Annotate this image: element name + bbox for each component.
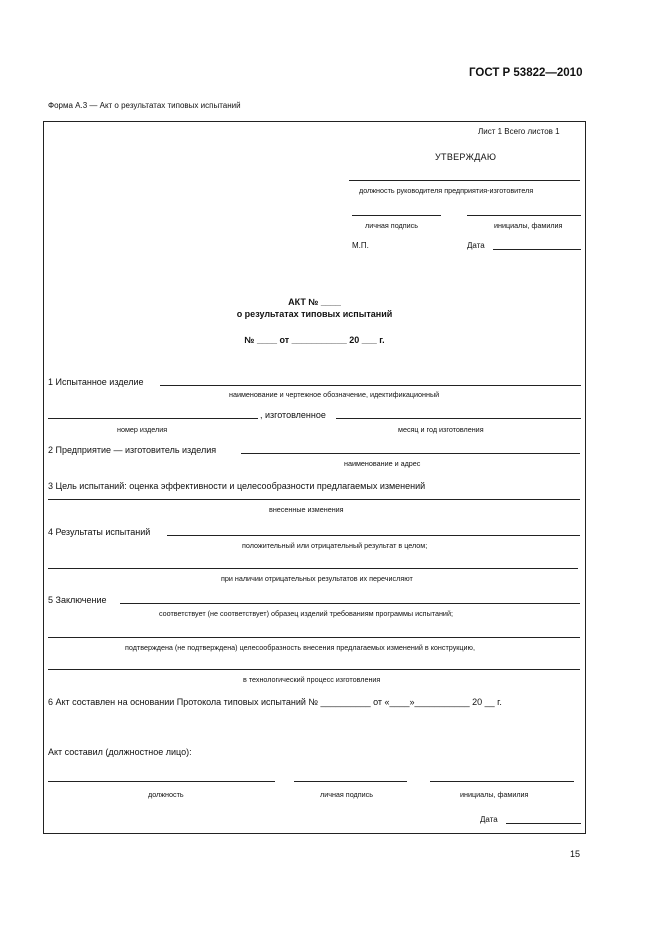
compiler-position-caption: должность (148, 790, 184, 799)
sheet-info: Лист 1 Всего листов 1 (478, 127, 560, 136)
item3-line (48, 499, 580, 500)
page-number: 15 (570, 849, 581, 859)
compiler-position-line (48, 781, 275, 782)
item5-caption: соответствует (не соответствует) образец изделий требованиям программы испытаний; (159, 609, 453, 618)
item2-line (241, 453, 580, 454)
item5-line2 (48, 637, 580, 638)
item4-line2 (48, 568, 578, 569)
item4-line (167, 535, 580, 536)
position-line (349, 180, 580, 181)
item5-caption3: в технологический процесс изготовления (243, 675, 381, 684)
initials-caption: инициалы, фамилия (494, 221, 563, 230)
approve-label: УТВЕРЖДАЮ (435, 152, 497, 162)
signature-line (352, 215, 441, 216)
act-number-date: № ____ от ___________ 20 ___ г. (244, 335, 385, 345)
approval-date-line (493, 249, 581, 250)
item1-date-line (336, 418, 581, 419)
form-caption: Форма А.3 — Акт о результатах типовых испытаний (48, 101, 241, 110)
act-title: о результатах типовых испытаний (236, 309, 393, 319)
item5-label: 5 Заключение (48, 595, 107, 605)
compiler-signature-line (294, 781, 407, 782)
signature-caption: личная подпись (365, 221, 418, 230)
item5-caption2: подтверждена (не подтверждена) целесообразность внесения предлагаемых изменений в конструкцию, (125, 643, 475, 652)
approval-date-label: Дата (467, 241, 485, 250)
compiler-initials-line (430, 781, 574, 782)
item5-line (120, 603, 580, 604)
item3-label: 3 Цель испытаний: оценка эффективности и целесообразности предлагаемых изменений (48, 481, 426, 491)
item6-text: 6 Акт составлен на основании Протокола типовых испытаний № __________ от «____»___________ 20 __ г. (48, 697, 502, 707)
item1-number-line (48, 418, 258, 419)
compiler-initials-caption: инициалы, фамилия (460, 790, 529, 799)
item1-made-label: , изготовленное (260, 410, 326, 420)
item1-caption: наименование и чертежное обозначение, идектификационный (229, 390, 440, 399)
item4-caption2: при наличии отрицательных результатов их перечисляют (221, 574, 413, 583)
item4-caption: положительный или отрицательный результат в целом; (242, 541, 428, 550)
compiled-by-label: Акт составил (должностное лицо): (48, 747, 192, 757)
stamp-label: М.П. (352, 241, 369, 250)
item3-caption: внесенные изменения (269, 505, 344, 514)
item2-caption: наименование и адрес (344, 459, 421, 468)
compiler-date-line (506, 823, 581, 824)
item1-number-caption: номер изделия (117, 425, 168, 434)
compiler-date-label: Дата (480, 815, 498, 824)
item1-line (160, 385, 581, 386)
item1-label: 1 Испытанное изделие (48, 377, 144, 387)
item2-label: 2 Предприятие — изготовитель изделия (48, 445, 217, 455)
standard-code: ГОСТ Р 53822—2010 (469, 67, 583, 79)
item4-label: 4 Результаты испытаний (48, 527, 151, 537)
item5-line3 (48, 669, 580, 670)
compiler-signature-caption: личная подпись (320, 790, 373, 799)
act-title-number: АКТ № ____ (288, 297, 341, 307)
initials-line (467, 215, 581, 216)
position-caption: должность руководителя предприятия-изготовителя (359, 186, 534, 195)
item1-date-caption: месяц и год изготовления (398, 425, 484, 434)
